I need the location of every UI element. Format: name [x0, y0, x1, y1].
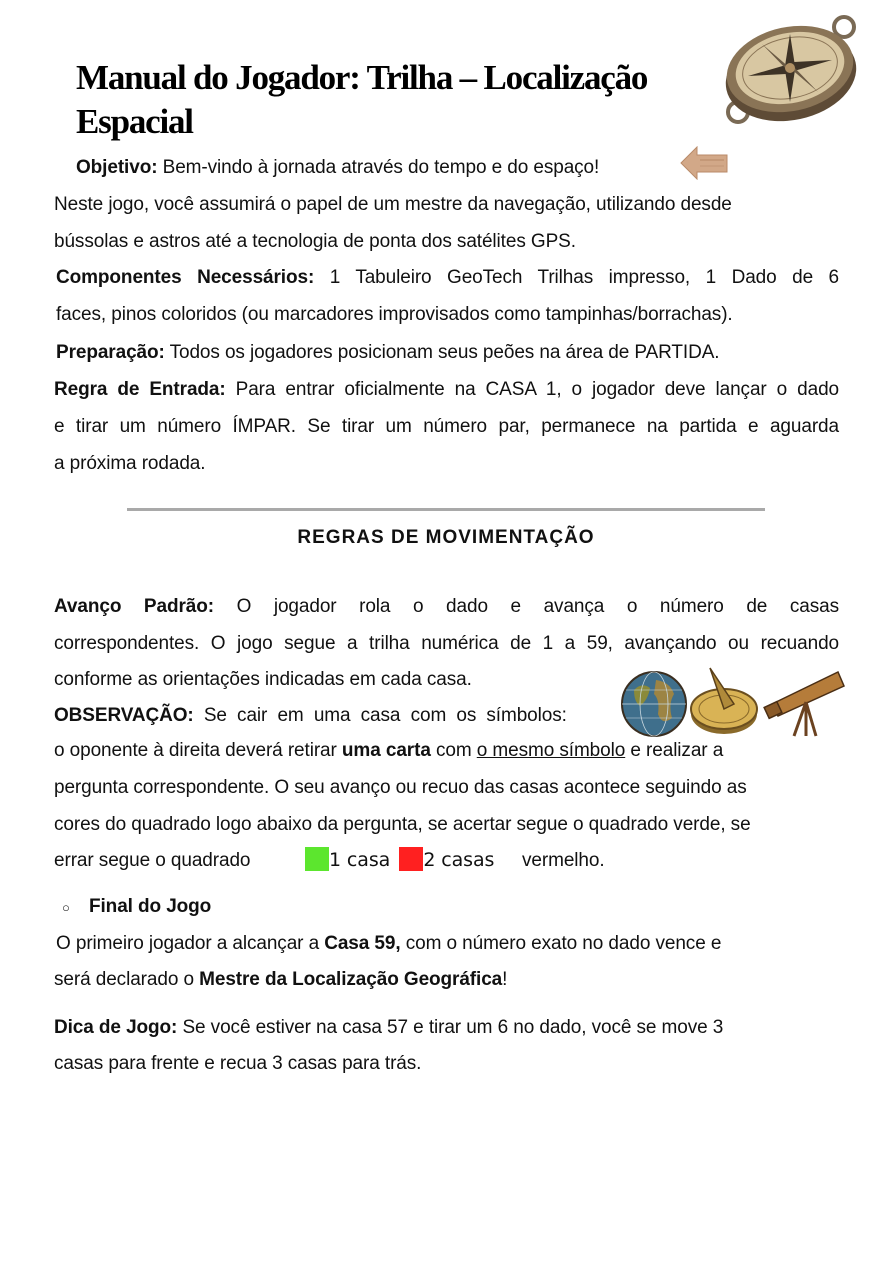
end-game-line-2: [54, 961, 507, 998]
observation-line-4: cores do quadrado logo abaixo da pergunta, se acertar segue o quadrado verde, se: [54, 814, 751, 835]
observation-line-3: pergunta correspondente. O seu avanço ou recuo das casas acontece seguindo as: [54, 777, 747, 798]
page-title: [76, 56, 716, 144]
advance-line-1: [54, 588, 839, 625]
advance-text-1: O jogador rola o dado e avança o número de casas: [213, 596, 839, 617]
advance-label: Avanço Padrão:: [54, 596, 214, 617]
end-game-line-1: [56, 925, 721, 962]
green-square: [305, 847, 329, 871]
sundial-icon: [691, 668, 757, 734]
observation-label: OBSERVAÇÃO:: [54, 705, 194, 726]
observation-text-2c: e realizar a: [625, 740, 724, 761]
observation-line-1: [54, 697, 567, 734]
preparation-text: Todos os jogadores posicionam seus peões na área de PARTIDA.: [164, 342, 720, 363]
components-text-1: 1 Tabuleiro GeoTech Trilhas impresso, 1 Dado de 6: [314, 267, 840, 288]
advance-line-2: correspondentes. O jogo segue a trilha numérica de 1 a 59, avançando ou recuando: [54, 633, 839, 654]
wooden-arrow-left-icon: [680, 146, 728, 180]
components-line-1: [56, 259, 839, 296]
section-divider: [127, 508, 765, 511]
end-game-bold-master: Mestre da Localização Geográfica: [199, 969, 503, 990]
objective-label: Objetivo:: [76, 157, 158, 178]
telescope-icon: [764, 672, 844, 736]
preparation-label: Preparação:: [56, 342, 165, 363]
observation-text-2b: com: [430, 740, 477, 761]
observation-text-2a: o oponente à direita deverá retirar: [54, 740, 342, 761]
end-game-text-1b: com o número exato no dado vence e: [400, 933, 722, 954]
components-line-2: faces, pinos coloridos (ou marcadores improvisados como tampinhas/borrachas).: [56, 304, 733, 325]
title-line-1: Manual do Jogador: Trilha – Localização: [76, 58, 648, 97]
observation-line-5-b: vermelho.: [522, 850, 605, 871]
entry-rule-text-1: Para entrar oficialmente na CASA 1, o jogador deve lançar o dado: [225, 379, 840, 400]
observation-underline-symbol: o mesmo símbolo: [476, 740, 626, 761]
bullet-circle-icon: ○: [62, 900, 70, 915]
objective-text: Bem-vindo à jornada através do tempo e do espaço!: [157, 157, 600, 178]
compass-icon: [718, 14, 864, 126]
tip-label: Dica de Jogo:: [54, 1017, 178, 1038]
components-label: Componentes Necessários:: [56, 267, 315, 288]
entry-rule-line-3: a próxima rodada.: [54, 453, 206, 474]
end-game-text-2b: !: [502, 969, 508, 990]
globe-icon: [622, 672, 686, 736]
green-square-label: 1 casa: [329, 849, 391, 871]
title-line-2: Espacial: [76, 102, 193, 141]
end-game-text-1a: O primeiro jogador a alcançar a: [56, 933, 325, 954]
color-legend: [305, 842, 494, 879]
entry-rule-label: Regra de Entrada:: [54, 379, 226, 400]
tip-line-2: casas para frente e recua 3 casas para trás.: [54, 1053, 422, 1074]
objective-line: [76, 149, 599, 186]
intro-line-3: bússolas e astros até a tecnologia de ponta dos satélites GPS.: [54, 231, 576, 252]
red-square-label: 2 casas: [423, 849, 495, 871]
symbols-group: [620, 664, 846, 740]
preparation-line: [56, 334, 720, 371]
end-game-heading: Final do Jogo: [89, 896, 212, 917]
tip-line-1: [54, 1009, 723, 1046]
observation-line-2: [54, 732, 723, 769]
red-square: [399, 847, 423, 871]
advance-line-3: conforme as orientações indicadas em cada casa.: [54, 669, 472, 690]
end-game-text-2a: será declarado o: [54, 969, 200, 990]
end-game-bold-casa: Casa 59,: [324, 933, 401, 954]
entry-rule-line-1: [54, 371, 839, 408]
observation-text-1: Se cair em uma casa com os símbolos:: [193, 705, 567, 726]
observation-line-5-a: errar segue o quadrado: [54, 850, 251, 871]
entry-rule-line-2: e tirar um número ÍMPAR. Se tirar um número par, permanece na partida e aguarda: [54, 416, 839, 437]
observation-bold-card: uma carta: [341, 740, 431, 761]
intro-line-2: Neste jogo, você assumirá o papel de um mestre da navegação, utilizando desde: [54, 194, 732, 215]
tip-text-1: Se você estiver na casa 57 e tirar um 6 no dado, você se move 3: [177, 1017, 724, 1038]
section-title-movement: REGRAS DE MOVIMENTAÇÃO: [297, 527, 595, 548]
